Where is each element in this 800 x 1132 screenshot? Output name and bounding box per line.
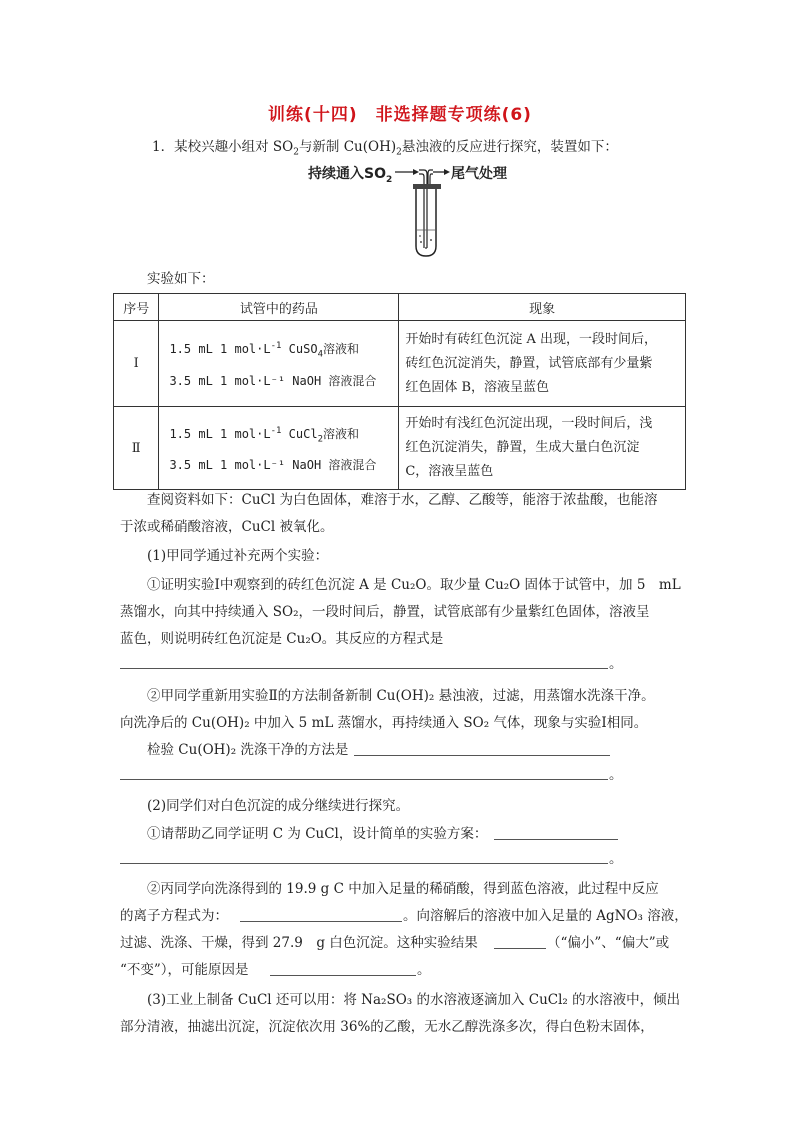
q1-3-line-2: 部分清液，抽滤出沉淀，沉淀依次用 36%的乙酸，无水乙醇洗涤多次，得白色粉末固体， bbox=[120, 1019, 654, 1035]
table-row bbox=[114, 321, 686, 407]
intro-sub-b: 2 bbox=[293, 147, 299, 158]
outlet-arrow-head bbox=[444, 169, 450, 175]
answer-blank-2a-b[interactable] bbox=[120, 863, 608, 864]
answer-blank-2a-a[interactable] bbox=[494, 839, 618, 840]
q1-1a-line-3: 蓝色，则说明砖红色沉淀是 Cu₂O。其反应的方程式是 bbox=[120, 631, 444, 647]
q1-1b-line-3: 检验 Cu(OH)₂ 洗涤干净的方法是 bbox=[147, 742, 349, 758]
blank-period: 。 bbox=[609, 656, 623, 672]
reference-line-1: 查阅资料如下：CuCl 为白色固体，难溶于水，乙醇、乙酸等，能溶于浓盐酸，也能溶 bbox=[147, 492, 658, 508]
bubble bbox=[425, 247, 427, 249]
bubble bbox=[430, 239, 432, 241]
drug-line-1: 1.5 mL 1 $mol\cdot L^{-1}$ CuCl$_2$溶液和 bbox=[169, 425, 360, 445]
outlet-tube-inner bbox=[430, 174, 433, 184]
apparatus-right-label: 尾气处理 bbox=[451, 166, 507, 182]
intro-text-e: 悬浊液的反应进行探究，装置如下： bbox=[401, 139, 618, 155]
reference-line-2: 于浓或稀硝酸溶液，CuCl 被氧化。 bbox=[120, 519, 334, 535]
q1-2b-line-2b: 。向溶解后的溶液中加入足量的 AgNO₃ 溶液， bbox=[403, 908, 688, 924]
intro-sub-d: 2 bbox=[396, 147, 402, 158]
test-tube bbox=[416, 189, 436, 256]
obs-line: 开始时有砖红色沉淀 A 出现，一段时间后， bbox=[405, 331, 658, 347]
blank-period: 。 bbox=[609, 767, 623, 783]
q1-1b-line-1: ②甲同学重新用实验Ⅱ的方法制备新制 Cu(OH)₂ 悬浊液，过滤，用蒸馏水洗涤干净。 bbox=[147, 688, 655, 704]
test-tube-svg bbox=[300, 160, 540, 260]
answer-blank-2b-ionic[interactable] bbox=[240, 921, 402, 922]
drug-line-2: 3.5 mL 1 mol·L⁻¹ NaOH 溶液混合 bbox=[169, 373, 377, 388]
blank-period: 。 bbox=[417, 962, 431, 978]
header-drug: 试管中的药品 bbox=[159, 294, 399, 321]
question-1-intro bbox=[152, 138, 618, 162]
row-drug bbox=[159, 407, 399, 490]
row-no: Ⅰ bbox=[114, 321, 159, 407]
stopper bbox=[413, 184, 441, 189]
obs-line: 红色沉淀消失，静置，生成大量白色沉淀 bbox=[405, 440, 640, 455]
drug-line-2: 3.5 mL 1 mol·L⁻¹ NaOH 溶液混合 bbox=[169, 458, 377, 473]
answer-blank-1a[interactable] bbox=[120, 668, 608, 669]
table-header-row bbox=[114, 294, 686, 321]
drug-line-1: 1.5 mL 1 $mol\cdot L^{-1}$ CuSO$_4$溶液和 bbox=[169, 341, 360, 360]
q1-2b-line-2a: 的离子方程式为： bbox=[120, 908, 228, 924]
q1-1a-line-1: ①证明实验Ⅰ中观察到的砖红色沉淀 A 是 Cu₂O。取少量 Cu₂O 固体于试管中，加 5 mL bbox=[147, 577, 681, 593]
obs-line: C，溶液呈蓝色 bbox=[405, 464, 494, 479]
obs-line: 砖红色沉淀消失，静置，试管底部有少量紫 bbox=[405, 355, 653, 371]
experiment-intro: 实验如下： bbox=[147, 271, 215, 287]
bubble bbox=[419, 235, 421, 237]
table-row bbox=[114, 407, 686, 490]
question-1-part-1: (1)甲同学通过补充两个实验： bbox=[147, 548, 329, 564]
apparatus-diagram bbox=[300, 160, 540, 260]
row-drug bbox=[159, 321, 399, 407]
apparatus-left-label: 持续通入$SO_2$ bbox=[308, 166, 393, 185]
q1-1b-line-2: 向洗净后的 Cu(OH)₂ 中加入 5 mL 蒸馏水，再持续通入 SO₂ 气体，现象与实验Ⅰ相同。 bbox=[120, 715, 648, 731]
q1-2b-line-3b: （“偏小”、“偏大”或 bbox=[547, 935, 670, 951]
blank-period: 。 bbox=[609, 851, 623, 867]
q1-2b-line-1: ②丙同学向洗涤得到的 19.9 g C 中加入足量的稀硝酸，得到蓝色溶液，此过程中反应 bbox=[147, 881, 659, 897]
answer-blank-2b-result[interactable] bbox=[494, 948, 546, 949]
q1-3-line-1: (3)工业上制备 CuCl 还可以用：将 Na₂SO₃ 的水溶液逐滴加入 CuCl₂ 的水溶液中，倾出 bbox=[147, 992, 681, 1008]
obs-line: 红色固体 B，溶液呈蓝色 bbox=[405, 379, 550, 395]
q1-2a-line: ①请帮助乙同学证明 C 为 CuCl，设计简单的实验方案： bbox=[147, 826, 488, 842]
page-title: 训练(十四) 非选择题专项练(6) bbox=[268, 105, 532, 125]
row-observation bbox=[399, 321, 686, 407]
obs-line: 开始时有浅红色沉淀出现，一段时间后，浅 bbox=[405, 416, 653, 431]
intro-text-c: 与新制 Cu(OH) bbox=[298, 139, 397, 155]
header-no: 序号 bbox=[114, 294, 159, 321]
question-1-part-2: (2)同学们对白色沉淀的成分继续进行探究。 bbox=[147, 798, 410, 814]
row-no: Ⅱ bbox=[114, 407, 159, 490]
intro-text-a: 1．某校兴趣小组对 SO bbox=[152, 139, 294, 155]
q1-1a-line-2: 蒸馏水，向其中持续通入 SO₂，一段时间后，静置，试管底部有少量紫红色固体，溶液呈 bbox=[120, 604, 650, 620]
row-observation bbox=[399, 407, 686, 490]
header-observation: 现象 bbox=[399, 294, 686, 321]
experiment-table bbox=[113, 293, 686, 490]
answer-blank-2b-reason[interactable] bbox=[270, 975, 416, 976]
bubble bbox=[420, 241, 422, 243]
q1-2b-line-4a: “不变”），可能原因是 bbox=[120, 962, 249, 978]
answer-blank-1b-a[interactable] bbox=[354, 755, 610, 756]
answer-blank-1b-b[interactable] bbox=[120, 779, 608, 780]
q1-2b-line-3a: 过滤、洗涤、干燥，得到 27.9 g 白色沉淀。这种实验结果 bbox=[120, 935, 478, 951]
inlet-arrow-head bbox=[413, 169, 419, 175]
